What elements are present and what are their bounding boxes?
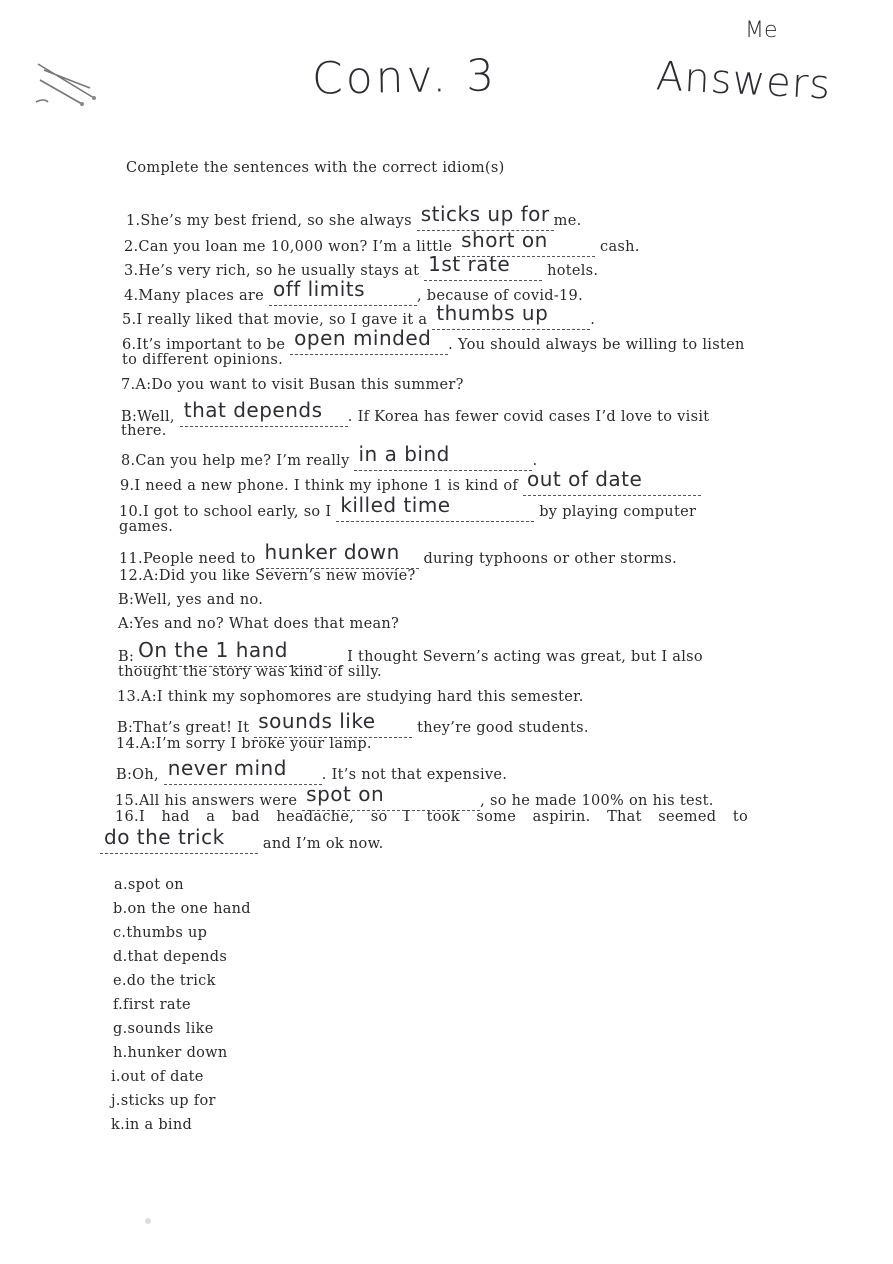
option-i: i.out of date <box>111 1069 204 1085</box>
handwritten-answer: On the 1 hand <box>138 638 288 662</box>
question-text: . It’s not that expensive. <box>321 767 508 783</box>
handwritten-answer: killed time <box>340 493 451 517</box>
option-e: e.do the trick <box>113 973 216 989</box>
handwritten-answer: spot on <box>306 782 385 806</box>
handwritten-answer: do the trick <box>104 825 225 849</box>
question-text: during typhoons or other storms. <box>418 551 677 567</box>
scan-smudge <box>145 1218 151 1224</box>
answer-blank <box>336 493 534 522</box>
question-text: 6.It’s important to be <box>122 337 291 353</box>
question-7-prompt: 7.A:Do you want to visit Busan this summer? <box>121 377 464 393</box>
question-12-prompt: 12.A:Did you like Severn’s new movie? <box>119 568 416 584</box>
question-11 <box>119 540 677 569</box>
question-text: 9.I need a new phone. I think my iphone 1 is kind of <box>120 478 523 494</box>
question-text: 4.Many places are <box>124 288 269 304</box>
question-text: they’re good students. <box>412 720 589 736</box>
page-title: Conv. 3 <box>311 50 498 105</box>
staple-marks <box>34 58 100 110</box>
option-h: h.hunker down <box>113 1045 228 1061</box>
answer-blank <box>290 326 448 355</box>
question-text: and I’m ok now. <box>258 836 384 852</box>
answer-blank <box>424 252 542 281</box>
answer-blank <box>269 277 417 306</box>
answer-blank <box>354 442 532 471</box>
handwritten-answer: sounds like <box>258 709 376 733</box>
question-10 <box>119 493 697 522</box>
question-text: 3.He’s very rich, so he usually stays at <box>124 263 425 279</box>
question-10-continued: games. <box>119 519 174 535</box>
question-text: 8.Can you help me? I’m really <box>121 453 355 469</box>
question-text: I thought Severn’s acting was great, but I also <box>342 649 703 665</box>
handwritten-answer: off limits <box>272 277 366 301</box>
option-f: f.first rate <box>113 997 191 1013</box>
answer-blank <box>180 398 348 427</box>
question-15 <box>115 782 714 811</box>
option-k: k.in a bind <box>111 1117 193 1133</box>
question-text: B: <box>118 649 135 665</box>
answer-blank <box>254 709 412 738</box>
option-g: g.sounds like <box>113 1021 214 1037</box>
answer-blank <box>432 301 590 330</box>
option-d: d.that depends <box>113 949 228 965</box>
option-j: j.sticks up for <box>111 1093 216 1109</box>
handwritten-answer: that depends <box>183 398 323 422</box>
handwritten-answer: never mind <box>167 756 287 780</box>
question-text: me. <box>553 213 582 229</box>
handwritten-answer: short on <box>461 228 548 252</box>
question-6-continued: to different opinions. <box>122 352 284 368</box>
handwritten-answer: open minded <box>294 326 432 350</box>
question-7 <box>121 398 710 427</box>
handwritten-answer: thumbs up <box>436 301 549 325</box>
question-16-prompt: 16.I had a bad headache, so I took some aspirin. That seemed to <box>115 809 748 825</box>
question-text: cash. <box>595 239 640 255</box>
answer-blank <box>523 467 701 496</box>
answer-blank <box>261 540 419 569</box>
question-12-reply: B:Well, yes and no. <box>118 592 264 608</box>
question-text: 1.She’s my best friend, so she always <box>126 213 417 229</box>
handwritten-answer: out of date <box>526 467 643 491</box>
question-text: hotels. <box>542 263 599 279</box>
question-text: . You should always be willing to listen <box>448 337 745 353</box>
option-c: c.thumbs up <box>113 925 208 941</box>
handwritten-answer: hunker down <box>264 540 400 564</box>
question-text: B:Well, <box>121 409 180 425</box>
student-name: Me <box>745 18 778 43</box>
question-13 <box>117 709 589 738</box>
question-text: . <box>532 453 538 469</box>
option-a: a.spot on <box>114 877 184 893</box>
question-12-followup: A:Yes and no? What does that mean? <box>118 616 400 632</box>
question-2 <box>124 228 640 257</box>
question-7-continued: there. <box>121 423 167 439</box>
question-text: 2.Can you loan me 10,000 won? I’m a little <box>124 239 458 255</box>
question-8 <box>121 442 538 471</box>
question-text: . If Korea has fewer covid cases I’d love to visit <box>347 409 710 425</box>
question-14-prompt: 14.A:I’m sorry I broke your lamp. <box>116 736 372 752</box>
answer-blank <box>302 782 480 811</box>
question-13-prompt: 13.A:I think my sophomores are studying hard this semester. <box>117 689 584 705</box>
question-text: , because of covid-19. <box>416 288 583 304</box>
question-text: 5.I really liked that movie, so I gave it a <box>122 312 433 328</box>
answer-blank <box>100 825 258 854</box>
question-text: 15.All his answers were <box>115 793 303 809</box>
handwritten-answer: in a bind <box>358 442 450 466</box>
question-text: by playing computer <box>534 504 697 520</box>
question-text: . <box>590 312 596 328</box>
instructions: Complete the sentences with the correct idiom(s) <box>126 160 505 176</box>
question-16 <box>100 825 384 854</box>
handwritten-answer: sticks up for <box>420 202 550 226</box>
question-text: , so he made 100% on his test. <box>480 793 714 809</box>
handwritten-answer: 1st rate <box>428 252 511 276</box>
question-text: B:That’s great! It <box>117 720 255 736</box>
question-text: 10.I got to school early, so I <box>119 504 337 520</box>
answer-blank <box>164 756 322 785</box>
question-12-continued: thought the story was kind of silly. <box>118 664 382 680</box>
question-text: B:Oh, <box>116 767 164 783</box>
option-b: b.on the one hand <box>113 901 251 917</box>
answers-label: Answers <box>654 53 833 109</box>
question-text: 11.People need to <box>119 551 261 567</box>
